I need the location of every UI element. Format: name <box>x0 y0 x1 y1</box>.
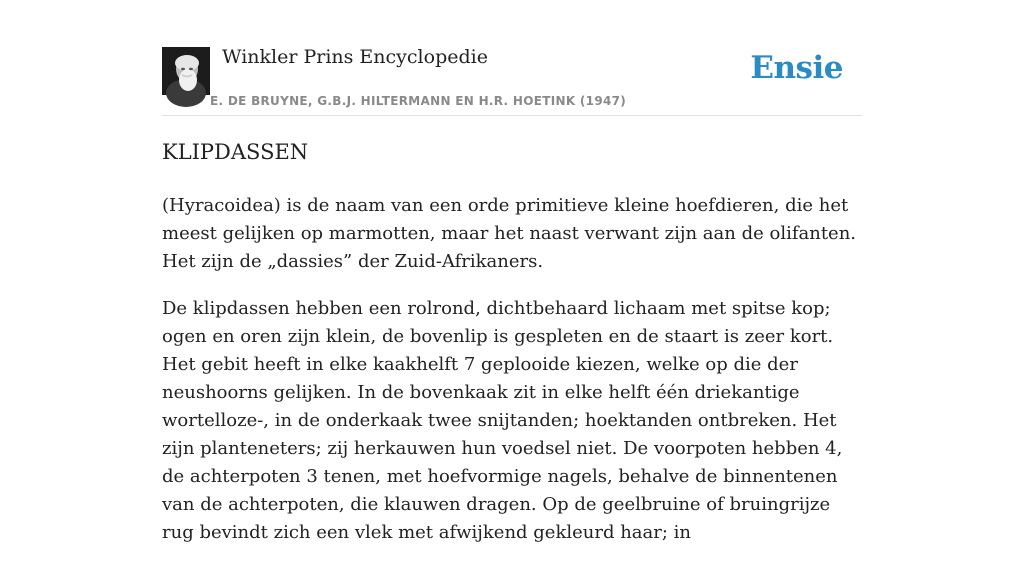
author-avatar[interactable] <box>162 47 210 95</box>
article-paragraph-2: De klipdassen hebben een rolrond, dichtbehaard lichaam met spitse kop; ogen en oren zijn klein, de bovenlip is gespleten en de staart is zeer kort. Het gebit heeft in elke kaakhelft 7 geplooide kiezen, welke op die der neushoorns gelijken. In de bovenkaak zit in elke helft één driekantige wortelloze-, in de onderkaak twee snijtanden; hoektanden ontbreken. Het zijn planteneters; zij herkauwen hun voedsel niet. De voorpoten hebben 4, de achterpoten 3 tenen, met hoefvormige nagels, behalve de binnentenen van de achterpoten, die klauwen dragen. Op de geelbruine of bruingrijze rug bevindt zich een vlek met afwijkend gekleurd haar; in <box>162 298 843 543</box>
publication-title[interactable]: Winkler Prins Encyclopedie <box>222 46 488 68</box>
article-title: KLIPDASSEN <box>162 140 309 164</box>
publication-header <box>162 44 862 116</box>
publication-authors: E. DE BRUYNE, G.B.J. HILTERMANN EN H.R. HOETINK (1947) <box>210 94 627 108</box>
portrait-icon <box>162 47 210 95</box>
article-body <box>162 192 862 566</box>
article-paragraph-1: (Hyracoidea) is de naam van een orde primitieve kleine hoefdieren, die het meest gelijken op marmotten, maar het naast verwant zijn aan de olifanten. Het zijn de „dassies” der Zuid-Afrikaners. <box>162 195 857 272</box>
ensie-logo[interactable]: Ensie <box>750 50 843 86</box>
